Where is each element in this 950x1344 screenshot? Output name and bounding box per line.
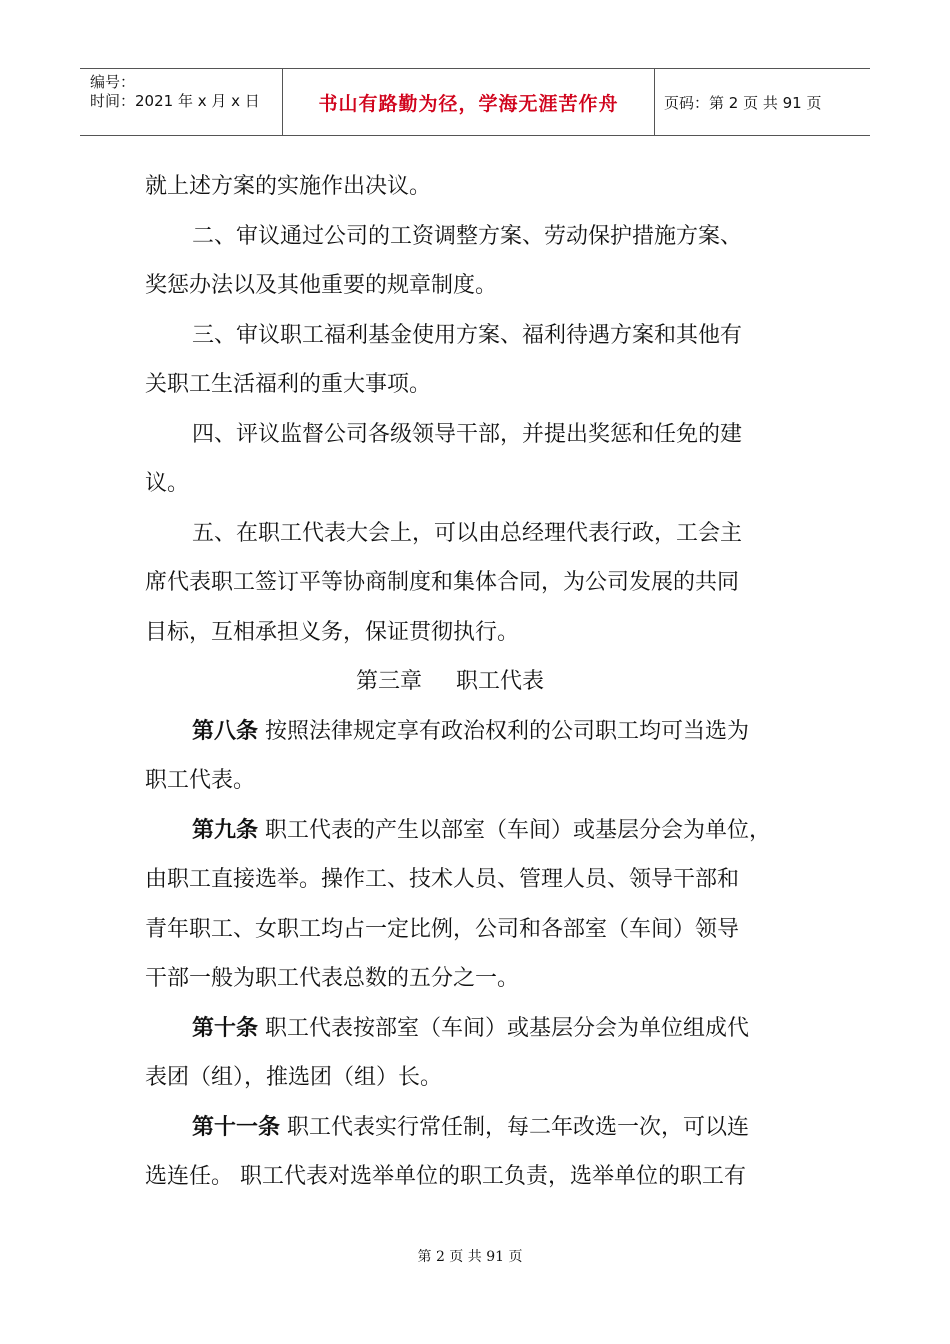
body-line: 议。 (145, 471, 190, 496)
body-line: 奖惩办法以及其他重要的规章制度。 (145, 273, 498, 298)
body-line: 表团（组），推选团（组）长。 (145, 1065, 443, 1090)
body-line: 关职工生活福利的重大事项。 (145, 372, 432, 397)
article-10 (145, 1004, 805, 1054)
article-label: 第八条 (192, 718, 259, 744)
body-line: 选连任。 职工代表对选举单位的职工负责，选举单位的职工有 (145, 1164, 746, 1189)
body-line: 四、评议监督公司各级领导干部，并提出奖惩和任免的建 (192, 421, 743, 447)
body-line: 由职工直接选举。操作工、技术人员、管理人员、领导干部和 (145, 867, 740, 892)
document-header (80, 68, 870, 136)
chapter-number: 第三章 (355, 669, 422, 694)
article-text: 职工代表按部室（车间）或基层分会为单位组成代 (258, 1015, 750, 1041)
body-line: 职工代表。 (145, 768, 256, 793)
article-label: 第十条 (192, 1015, 259, 1041)
body-line: 干部一般为职工代表总数的五分之一。 (145, 966, 520, 991)
article-9 (145, 806, 805, 856)
header-meta-cell (80, 69, 283, 135)
article-8 (145, 707, 805, 757)
article-text: 按照法律规定享有政治权利的公司职工均可当选为 (258, 718, 750, 744)
body-line: 席代表职工签订平等协商制度和集体合同，为公司发展的共同 (145, 570, 740, 595)
document-body (145, 162, 805, 1202)
article-11 (145, 1103, 805, 1153)
chapter-heading (145, 657, 805, 707)
article-label: 第九条 (192, 817, 259, 843)
body-line: 五、在职工代表大会上，可以由总经理代表行政，工会主 (192, 520, 743, 546)
article-text: 职工代表的产生以部室（车间）或基层分会为单位， (258, 817, 772, 843)
chapter-title: 职工代表 (456, 669, 545, 694)
document-date-label: 时间：2021 年 x 月 x 日 (90, 92, 260, 110)
body-line: 二、审议通过公司的工资调整方案、劳动保护措施方案、 (192, 223, 743, 249)
header-motto: 书山有路勤为径，学海无涯苦作舟 (283, 69, 655, 135)
body-line: 青年职工、女职工均占一定比例，公司和各部室（车间）领导 (145, 916, 740, 942)
page-footer: 第 2 页 共 91 页 (417, 1249, 523, 1265)
article-label: 第十一条 (192, 1114, 281, 1140)
header-page-indicator: 页码：第 2 页 共 91 页 (664, 93, 822, 112)
document-number-label: 编号： (90, 73, 136, 91)
body-line: 目标，互相承担义务，保证贯彻执行。 (145, 619, 520, 645)
body-line: 三、审议职工福利基金使用方案、福利待遇方案和其他有 (192, 322, 743, 348)
article-text: 职工代表实行常任制，每二年改选一次，可以连 (280, 1114, 750, 1140)
body-line: 就上述方案的实施作出决议。 (145, 174, 432, 199)
